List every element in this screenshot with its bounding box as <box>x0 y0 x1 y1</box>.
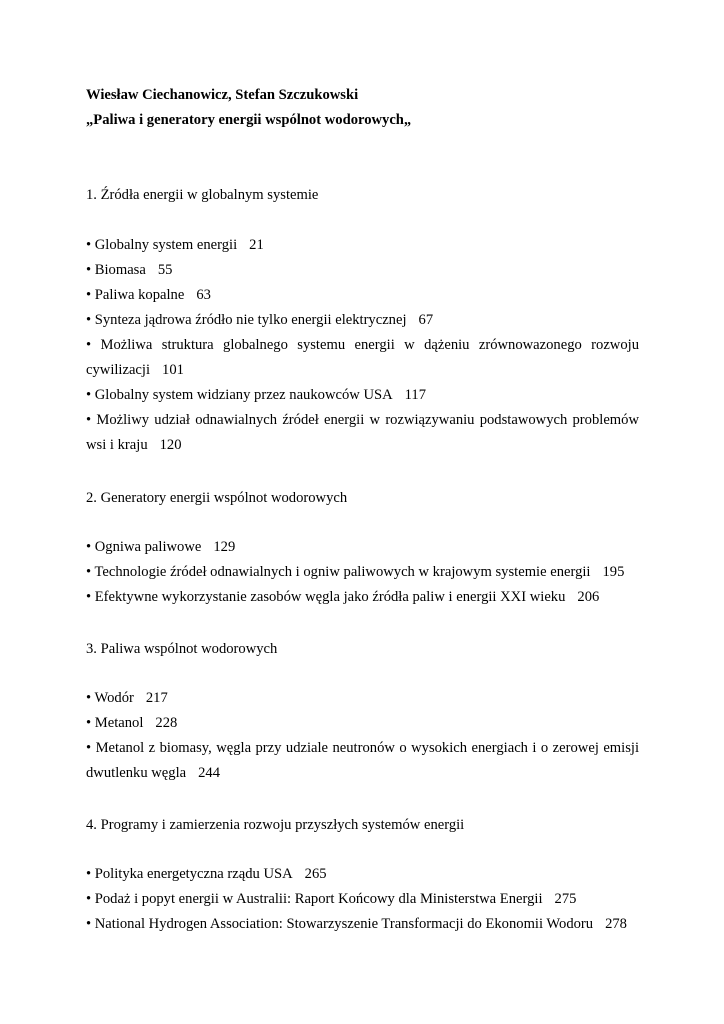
toc-entry-text: • Wodór <box>86 690 134 706</box>
toc-entry <box>86 887 639 912</box>
toc-entry-page: 63 <box>196 287 211 303</box>
toc-entry-text: • Paliwa kopalne <box>86 287 185 303</box>
toc-entry <box>86 383 639 408</box>
toc-entry <box>86 912 639 937</box>
toc-entry <box>86 711 639 736</box>
toc-entry-page: 228 <box>155 715 178 731</box>
toc-entry <box>86 308 639 333</box>
toc-entry <box>86 283 639 308</box>
toc-entry-page: 21 <box>249 237 264 253</box>
toc-entry-page: 120 <box>159 437 182 453</box>
toc-entry-text: • Biomasa <box>86 262 146 278</box>
toc-entry-page: 265 <box>304 866 327 882</box>
toc-entry-page: 217 <box>145 690 168 706</box>
toc-entry-page: 244 <box>198 765 220 781</box>
toc-entry-text: • Ogniwa paliwowe <box>86 539 202 555</box>
toc-entry-text: • Polityka energetyczna rządu USA <box>86 866 293 882</box>
toc-entry <box>86 535 639 560</box>
authors: Wiesław Ciechanowicz, Stefan Szczukowski <box>86 87 359 103</box>
section-heading-2: 2. Generatory energii wspólnot wodorowych <box>86 490 348 506</box>
toc-entry-text: • Globalny system energii <box>86 237 238 253</box>
section-heading-3: 3. Paliwa wspólnot wodorowych <box>86 641 278 657</box>
toc-entry <box>86 585 639 610</box>
toc-entry <box>86 736 639 786</box>
toc-entry <box>86 408 639 458</box>
toc-entry-page: 129 <box>213 539 236 555</box>
toc-entry-page: 275 <box>554 891 577 907</box>
toc-entry-text: • Możliwa struktura globalnego systemu energii w dążeniu zrównowazonego rozwoju cywilizacji <box>86 337 639 378</box>
toc-entry <box>86 560 639 585</box>
section-1-items <box>86 233 639 458</box>
toc-entry-page: 101 <box>162 362 184 378</box>
toc-entry <box>86 333 639 383</box>
book-title: „Paliwa i generatory energii wspólnot wodorowych„ <box>86 112 412 128</box>
toc-entry <box>86 258 639 283</box>
toc-entry-page: 195 <box>602 564 625 580</box>
section-3-items <box>86 686 639 786</box>
toc-entry-page: 67 <box>418 312 434 328</box>
toc-entry <box>86 686 639 711</box>
section-2-items <box>86 535 639 610</box>
toc-entry-text: • Globalny system widziany przez naukowców USA <box>86 387 393 403</box>
toc-entry <box>86 862 639 887</box>
toc-entry-page: 206 <box>577 589 600 605</box>
toc-entry-page: 55 <box>157 262 173 278</box>
toc-entry-page: 278 <box>605 916 627 932</box>
section-heading-4: 4. Programy i zamierzenia rozwoju przyszłych systemów energii <box>86 817 465 833</box>
toc-entry-text: • Efektywne wykorzystanie zasobów węgla jako źródła paliw i energii XXI wieku <box>86 589 566 605</box>
toc-entry-text: • Metanol z biomasy, węgla przy udziale neutronów o wysokich energiach i o zerowej emisji dwutlenku węgla <box>86 740 639 781</box>
toc-entry-text: • National Hydrogen Association: Stowarzyszenie Transformacji do Ekonomii Wodoru <box>86 916 594 932</box>
toc-entry-page: 117 <box>404 387 427 403</box>
toc-entry-text: • Metanol <box>86 715 144 731</box>
toc-entry-text: • Możliwy udział odnawialnych źródeł energii w rozwiązywaniu podstawowych problemów wsi i kraju <box>86 412 639 453</box>
toc-entry-text: • Technologie źródeł odnawialnych i ogniw paliwowych w krajowym systemie energii <box>86 564 591 580</box>
toc-entry-text: • Podaż i popyt energii w Australii: Raport Końcowy dla Ministerstwa Energii <box>86 891 543 907</box>
section-heading-1: 1. Źródła energii w globalnym systemie <box>86 187 319 203</box>
toc-entry-text: • Synteza jądrowa źródło nie tylko energii elektrycznej <box>86 312 407 328</box>
section-4-items <box>86 862 639 937</box>
toc-entry <box>86 233 639 258</box>
